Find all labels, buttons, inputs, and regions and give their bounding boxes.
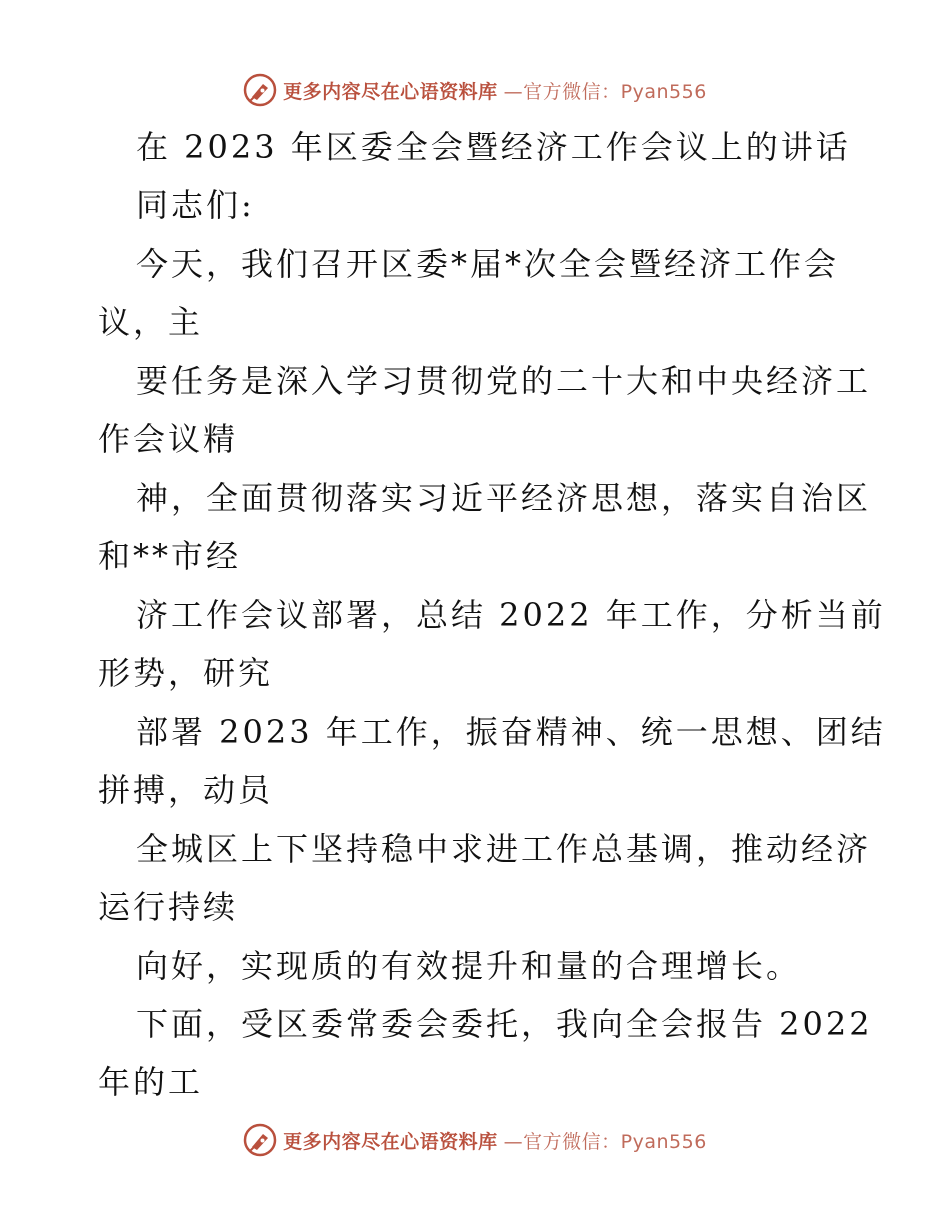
text-line: 拼搏，动员 [98, 771, 274, 809]
text-line: 下面，受区委常委会委托，我向全会报告 2022 [136, 1005, 873, 1043]
text-line: 议，主 [98, 303, 204, 341]
text-line: 向好，实现质的有效提升和量的合理增长。 [136, 947, 802, 985]
text-line: 全城区上下坚持稳中求进工作总基调，推动经济 [136, 830, 872, 868]
text-line: 要任务是深入学习贯彻党的二十大和中央经济工 [136, 362, 872, 400]
text-line: 部署 2023 年工作，振奋精神、统一思想、团结 [136, 713, 886, 751]
text-line: 作会议精 [98, 420, 239, 458]
text-line: 运行持续 [98, 888, 239, 926]
text-line: 形势，研究 [98, 654, 274, 692]
banner-wechat: —官方微信：Pyan556 [503, 1130, 707, 1153]
footer-banner [0, 1120, 950, 1160]
banner-text: 更多内容尽在心语资料库 [283, 80, 498, 103]
text-line: 和**市经 [98, 537, 242, 575]
text-line: 济工作会议部署，总结 2022 年工作，分析当前 [136, 596, 886, 634]
document-title: 在 2023 年区委全会暨经济工作会议上的讲话 [136, 128, 851, 166]
text-line: 今天，我们召开区委*届*次全会暨经济工作会 [136, 245, 840, 283]
text-line: 神，全面贯彻落实习近平经济思想，落实自治区 [136, 479, 872, 517]
pen-nib-logo-icon [243, 1123, 277, 1157]
banner-text: 更多内容尽在心语资料库 [283, 1130, 498, 1153]
text-line: 年的工 [98, 1063, 204, 1101]
banner-wechat: —官方微信：Pyan556 [503, 80, 707, 103]
salutation: 同志们: [136, 186, 255, 224]
